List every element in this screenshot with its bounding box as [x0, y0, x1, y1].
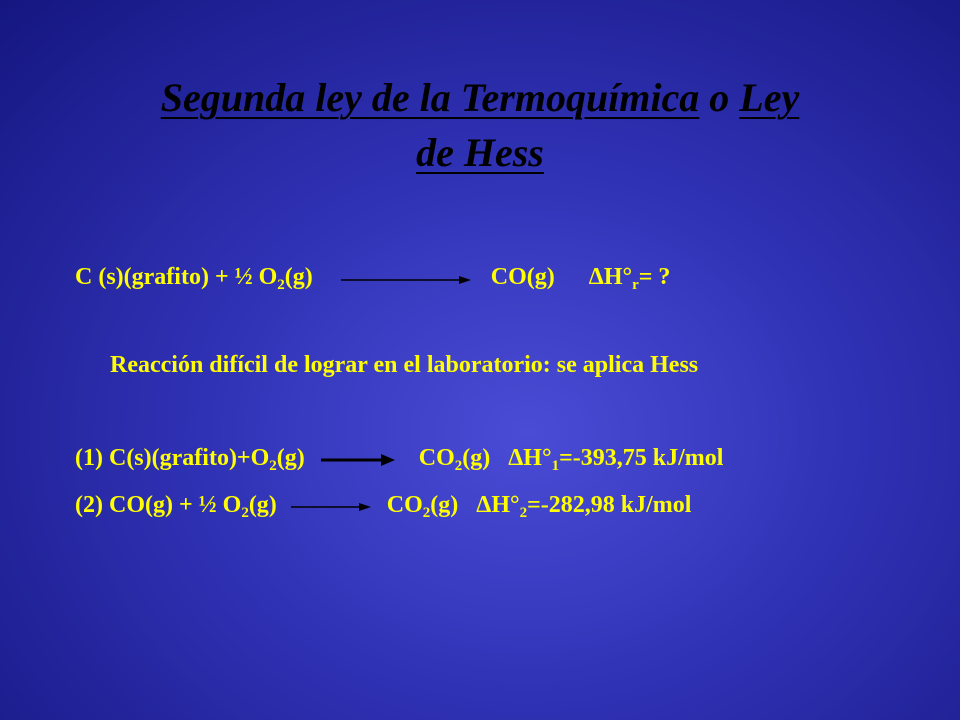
- reaction-2-reactants: (2) CO(g) + ½ O: [75, 492, 242, 518]
- title-part-2a: Ley: [739, 75, 800, 120]
- reaction-1-product-sub: 2: [454, 458, 463, 474]
- reaction-2-delta: ΔH°: [476, 492, 520, 518]
- reaction-arrow-icon: [341, 271, 471, 285]
- reaction-2-reactant-sub: 2: [241, 505, 249, 521]
- reaction-1-product-tail: (g): [462, 445, 491, 471]
- reaction-2-delta-tail: =-282,98 kJ/mol: [527, 492, 692, 518]
- reaction-1-reactant-tail: (g): [276, 445, 305, 471]
- note-text: Reacción difícil de lograr en el laboratorio: se aplica Hess: [110, 352, 699, 378]
- title-part-2b: de Hess: [416, 130, 544, 175]
- reaction-1-delta-tail: =-393,75 kJ/mol: [559, 445, 724, 471]
- reaction-2-delta-sub: 2: [519, 505, 528, 521]
- reaction-2-arrow-icon: [291, 499, 371, 513]
- reaction-2-product: CO: [386, 492, 423, 518]
- reaction-1-arrow-icon: [321, 452, 395, 466]
- reaction-main-reactant-tail: (g): [284, 264, 313, 290]
- reaction-main-reactant-sub: 2: [277, 277, 285, 293]
- reaction-main-reactants: C (s)(grafito) + ½ O: [75, 264, 278, 290]
- reaction-2-product-sub: 2: [422, 505, 431, 521]
- slide-title: [60, 70, 900, 180]
- reaction-1-delta-sub: 1: [551, 458, 560, 474]
- reaction-main-delta-tail: = ?: [638, 264, 671, 290]
- reaction-main-delta-sub: r: [632, 277, 639, 293]
- reaction-1: [75, 443, 723, 473]
- title-part-1: Segunda ley de la Termoquímica: [160, 75, 700, 120]
- title-connector: o: [709, 75, 730, 120]
- reaction-2-product-tail: (g): [430, 492, 459, 518]
- reaction-main-product: CO(g): [490, 264, 555, 290]
- reaction-1-reactant-sub: 2: [269, 458, 277, 474]
- reaction-1-reactants: (1) C(s)(grafito)+O: [75, 445, 270, 471]
- reaction-main-delta: ΔH°: [588, 264, 633, 290]
- reaction-main: [75, 262, 670, 292]
- reaction-1-delta: ΔH°: [508, 445, 552, 471]
- reaction-1-product: CO: [418, 445, 455, 471]
- reaction-2-reactant-tail: (g): [248, 492, 277, 518]
- reaction-2: [75, 490, 691, 520]
